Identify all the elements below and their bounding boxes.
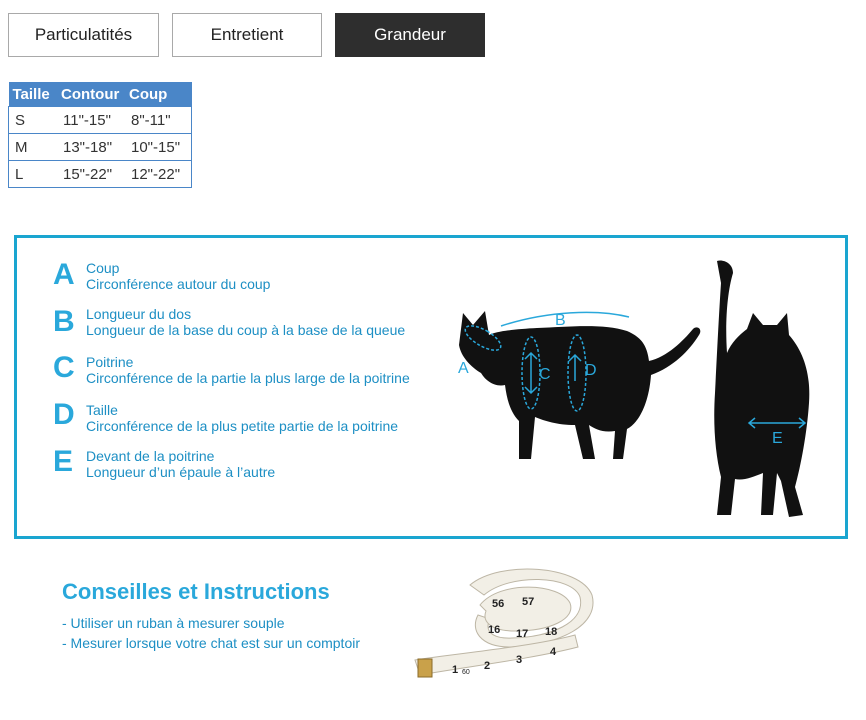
label-c: C [539, 366, 551, 383]
table-row [9, 134, 192, 161]
measure-desc-b: Longueur de la base du coup à la base de la queue [86, 322, 406, 338]
measure-title-e: Devant de la poitrine [86, 448, 215, 464]
coup-cell: 12"-22" [125, 161, 192, 188]
measure-letter-d: D [53, 398, 75, 431]
measure-desc-c: Circonférence de la partie la plus large de la poitrine [86, 370, 410, 386]
tape-number: 1 [452, 664, 459, 676]
coup-cell: 8"-11" [125, 107, 192, 134]
measurement-guide [14, 235, 848, 539]
tab-particularites[interactable]: Particulatités [8, 13, 159, 57]
measure-letter-a: A [53, 258, 75, 291]
label-e: E [772, 430, 783, 447]
measure-letter-b: B [53, 305, 75, 338]
label-d: D [585, 362, 597, 379]
header-taille: Taille [9, 82, 58, 107]
contour-cell: 13"-18" [57, 134, 125, 161]
label-a: A [458, 360, 469, 377]
measure-desc-e: Longueur d’un épaule à l’autre [86, 464, 276, 480]
side-cat-silhouette [459, 311, 700, 459]
tips-title: Conseilles et Instructions [62, 579, 330, 604]
table-row [9, 107, 192, 134]
front-cat-silhouette [714, 261, 809, 518]
size-cell: L [9, 161, 58, 188]
measure-letter-c: C [53, 351, 75, 384]
measure-title-c: Poitrine [86, 354, 134, 370]
contour-cell: 15"-22" [57, 161, 125, 188]
header-contour: Contour [57, 82, 125, 107]
size-cell: M [9, 134, 58, 161]
tape-number: 2 [484, 660, 491, 672]
tape-number: 60 [462, 669, 470, 676]
size-table [8, 82, 192, 188]
tab-grandeur[interactable]: Grandeur [335, 13, 485, 57]
tape-number: 4 [550, 646, 557, 658]
measure-letter-e: E [53, 445, 74, 478]
measuring-tape-illustration [400, 555, 600, 690]
measure-desc-a: Circonférence autour du coup [86, 276, 271, 292]
size-cell: S [9, 107, 58, 134]
tape-number: 18 [545, 626, 558, 638]
measure-desc-d: Circonférence de la plus petite partie de la poitrine [86, 418, 399, 434]
size-table-header [9, 82, 192, 107]
coup-cell: 10"-15" [125, 134, 192, 161]
header-coup: Coup [125, 82, 192, 107]
tape-metal-tip [418, 659, 432, 677]
measure-title-d: Taille [86, 402, 118, 418]
label-b: B [555, 312, 566, 329]
measure-title-a: Coup [86, 260, 120, 276]
contour-cell: 11"-15" [57, 107, 125, 134]
tab-entretient[interactable]: Entretient [172, 13, 322, 57]
tape-number: 57 [522, 596, 535, 608]
tape-number: 16 [488, 624, 501, 636]
tip-item: - Utiliser un ruban à mesurer souple [62, 615, 285, 631]
measure-title-b: Longueur du dos [86, 306, 192, 322]
tape-number: 3 [516, 654, 523, 666]
tip-item: - Mesurer lorsque votre chat est sur un comptoir [62, 635, 361, 651]
tape-number: 17 [516, 628, 529, 640]
table-row [9, 161, 192, 188]
cat-diagram [427, 253, 837, 523]
tape-number: 56 [492, 598, 505, 610]
